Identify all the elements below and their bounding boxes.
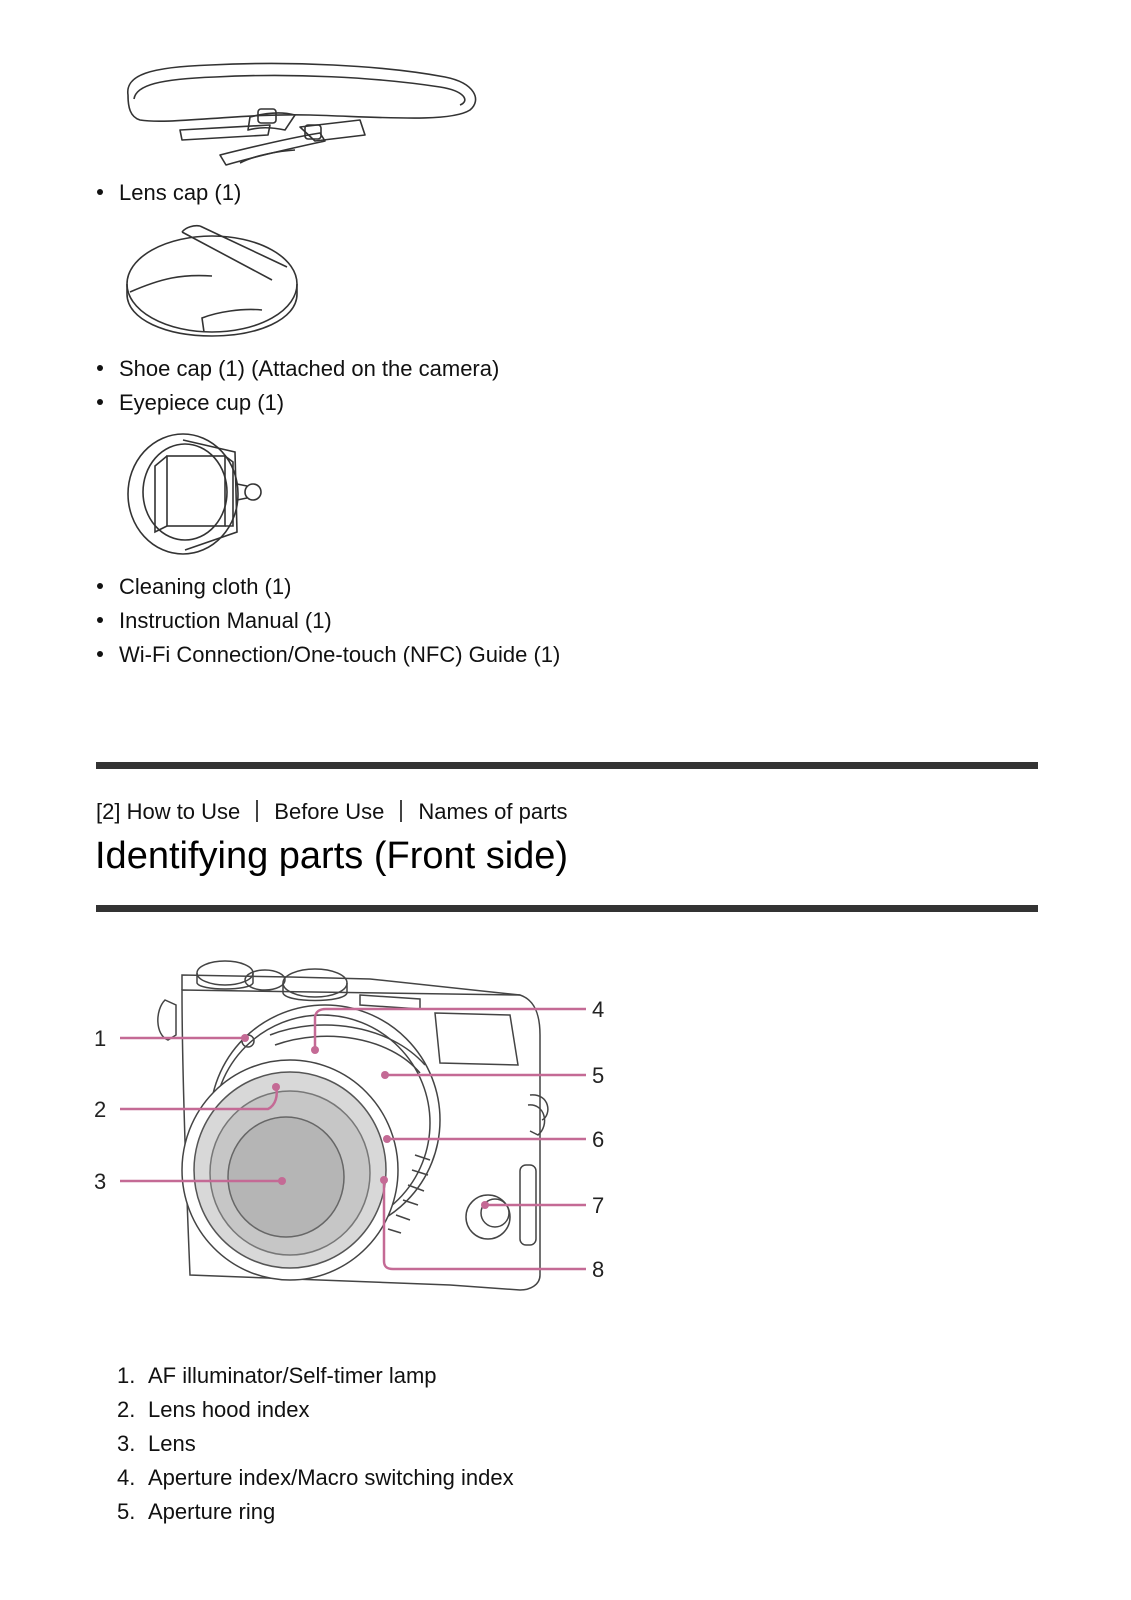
list-item (117, 1396, 514, 1430)
callout-number-4: 4 (592, 997, 605, 1022)
breadcrumb-topic[interactable]: Names of parts (418, 799, 568, 824)
item-number: 4. (117, 1465, 136, 1490)
list-item (117, 1430, 514, 1464)
title-divider (96, 905, 1038, 912)
lens-glass (228, 1117, 344, 1237)
item-number: 1. (117, 1363, 136, 1388)
callout-number-1: 1 (94, 1026, 107, 1051)
list-item (97, 356, 499, 382)
item-label: Cleaning cloth (1) (119, 574, 292, 599)
bullet-icon (97, 583, 103, 589)
page-title: Identifying parts (Front side) (95, 835, 569, 877)
bullet-icon (97, 651, 103, 657)
item-number: 5. (117, 1499, 136, 1524)
list-item (97, 390, 284, 416)
camera-front-diagram (90, 955, 630, 1330)
shutter-dial (245, 970, 285, 990)
list-item (97, 574, 291, 600)
bullet-icon (97, 189, 103, 195)
callout-number-3: 3 (94, 1169, 107, 1194)
item-number: 2. (117, 1397, 136, 1422)
breadcrumb-subsection[interactable]: Before Use (274, 799, 385, 824)
bullet-icon (97, 617, 103, 623)
callout-number-6: 6 (592, 1127, 605, 1152)
item-label: Wi-Fi Connection/One-touch (NFC) Guide (1) (119, 642, 561, 667)
breadcrumb-section[interactable]: [2] How to Use (96, 799, 241, 824)
item-label: Lens cap (1) (119, 180, 242, 205)
list-item (97, 180, 241, 206)
list-item (117, 1362, 514, 1396)
list-item (117, 1498, 514, 1532)
list-item (97, 642, 560, 668)
lens-cap-illustration (122, 222, 302, 340)
breadcrumb (96, 799, 568, 825)
item-label: Eyepiece cup (1) (119, 390, 285, 415)
item-label: Aperture index/Macro switching index (148, 1465, 514, 1490)
list-item (97, 608, 332, 634)
breadcrumb-separator (256, 800, 258, 822)
item-number: 3. (117, 1431, 136, 1456)
callout-number-2: 2 (94, 1097, 107, 1122)
item-label: Shoe cap (1) (Attached on the camera) (119, 356, 500, 381)
bullet-icon (97, 399, 103, 405)
eyepiece-cup-illustration (125, 432, 270, 562)
breadcrumb-separator (400, 800, 402, 822)
item-label: Aperture ring (148, 1499, 276, 1524)
exposure-dial (283, 969, 347, 997)
parts-list (117, 1362, 514, 1532)
bullet-icon (97, 365, 103, 371)
strap-illustration (120, 55, 490, 170)
callout-number-8: 8 (592, 1257, 605, 1282)
item-label: AF illuminator/Self-timer lamp (148, 1363, 437, 1388)
section-divider (96, 762, 1038, 769)
callout-number-5: 5 (592, 1063, 605, 1088)
list-item (117, 1464, 514, 1498)
callout-line-4 (315, 1009, 586, 1050)
item-label: Instruction Manual (1) (119, 608, 332, 633)
item-label: Lens (148, 1431, 196, 1456)
callout-number-7: 7 (592, 1193, 605, 1218)
item-label: Lens hood index (148, 1397, 310, 1422)
